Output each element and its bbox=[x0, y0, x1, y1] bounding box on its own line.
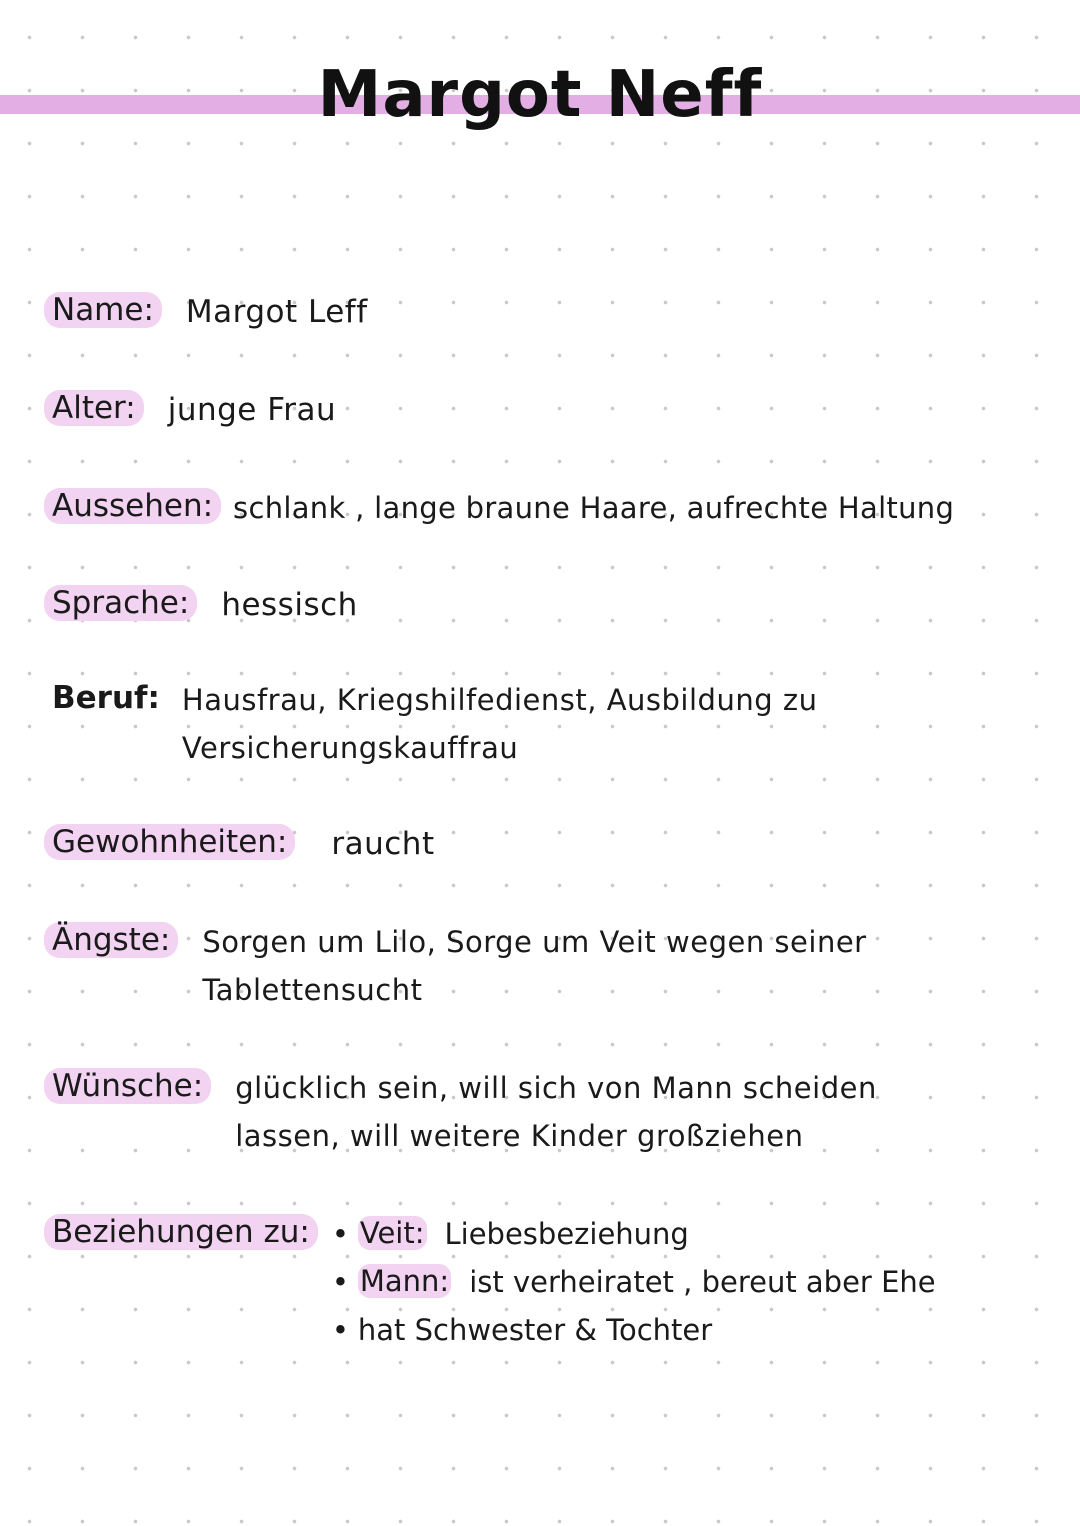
relations-list bbox=[332, 1210, 936, 1354]
field-value-aussehen: schlank , lange braune Haare, aufrechte Haltung bbox=[233, 491, 955, 525]
field-label-gewohnheiten: Gewohnheiten: bbox=[44, 824, 295, 860]
field-label-beruf: Beruf: bbox=[52, 680, 160, 716]
field-sprache bbox=[44, 581, 358, 629]
field-wuensche bbox=[44, 1064, 877, 1160]
relation-text-mann: ist verheiratet , bereut aber Ehe bbox=[469, 1265, 936, 1299]
field-label-aussehen: Aussehen: bbox=[44, 488, 221, 524]
relation-text-veit: Liebesbeziehung bbox=[444, 1217, 689, 1251]
field-value-wuensche-line1: glücklich sein, will sich von Mann scheiden bbox=[235, 1071, 877, 1105]
field-value-aengste-line1: Sorgen um Lilo, Sorge um Veit wegen seiner bbox=[202, 925, 867, 959]
relation-item-veit bbox=[332, 1210, 936, 1258]
field-label-wuensche: Wünsche: bbox=[44, 1068, 211, 1104]
relation-item-mann bbox=[332, 1258, 936, 1306]
field-value-beruf-line2: Versicherungskauffrau bbox=[181, 731, 519, 765]
field-value-gewohnheiten: raucht bbox=[331, 826, 435, 862]
field-value-beruf-line1: Hausfrau, Kriegshilfedienst, Ausbildung zu bbox=[181, 683, 818, 717]
field-beruf bbox=[44, 676, 817, 772]
field-label-sprache: Sprache: bbox=[44, 585, 197, 621]
field-gewohnheiten bbox=[44, 820, 435, 868]
field-value-beruf bbox=[182, 676, 818, 772]
field-label-beziehungen: Beziehungen zu: bbox=[44, 1214, 318, 1250]
field-label-aengste: Ängste: bbox=[44, 922, 178, 958]
field-aengste bbox=[44, 918, 867, 1014]
relation-text-family: hat Schwester & Tochter bbox=[357, 1313, 713, 1347]
field-value-name: Margot Leff bbox=[185, 294, 368, 330]
field-label-alter: Alter: bbox=[44, 390, 144, 426]
bullet-icon: • bbox=[331, 1313, 349, 1347]
field-alter bbox=[44, 386, 336, 434]
field-value-alter: junge Frau bbox=[167, 392, 337, 428]
field-aussehen bbox=[44, 484, 954, 532]
field-value-sprache: hessisch bbox=[221, 587, 358, 623]
field-label-name: Name: bbox=[44, 292, 162, 328]
field-value-wuensche bbox=[235, 1064, 877, 1160]
field-value-wuensche-line2: lassen, will weitere Kinder großziehen bbox=[235, 1119, 804, 1153]
field-name bbox=[44, 288, 368, 336]
field-value-aengste bbox=[202, 918, 866, 1014]
relation-item-family bbox=[332, 1306, 936, 1354]
relation-person-mann: Mann: bbox=[359, 1264, 450, 1298]
bullet-icon: • bbox=[331, 1217, 349, 1251]
field-value-aengste-line2: Tablettensucht bbox=[202, 973, 423, 1007]
page-title: Margot Neff bbox=[317, 58, 763, 132]
relation-person-veit: Veit: bbox=[359, 1216, 425, 1250]
field-beziehungen bbox=[44, 1210, 936, 1354]
bullet-icon: • bbox=[331, 1265, 349, 1299]
